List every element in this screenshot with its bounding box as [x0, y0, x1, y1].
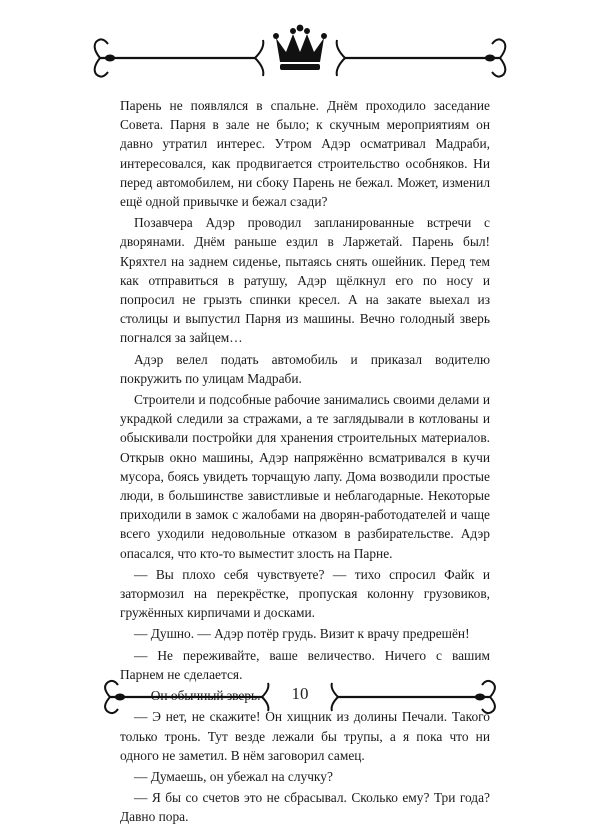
top-ornament — [0, 0, 600, 90]
paragraph: — Он обычный зверь. — [134, 688, 261, 704]
paragraph: — Э нет, не скажите! Он хищник из долины Печали. Такого только тронь. Тут везде лежали бы трупы, а я пока что ни одного не заметил. В нём заговорил самец. — [120, 709, 490, 763]
left-flourish-icon — [95, 39, 264, 76]
page-number: 10 — [291, 684, 309, 703]
paragraph: — Вы плохо себя чувствуете? — тихо спросил Файк и затормозил на перекрёстке, пропуская колонну грузовиков, гружённых кирпичами и досками. — [120, 566, 490, 621]
paragraph: — Не переживайте, ваше величество. Ничего с вашим Парнем не сделается. — [120, 647, 490, 682]
paragraph: Парень не появлялся в спальне. Днём проходило заседание Совета. Парня в зале не было; к скучным мероприятиям он давно утратил интерес. Утром Адэр осматривал Мадраби, интересовался, как продвигается строительство особняков. Ни перед автомобилем, ни сбоку Парень не бежал. Может, изменил ещё одной привычке и бежал сзади? — [120, 98, 490, 210]
crown-icon — [273, 25, 327, 70]
paragraph: — Душно. — Адэр потёр грудь. Визит к врачу предрешён! — [134, 626, 470, 642]
paragraph: — Думаешь, он убежал на случку? — [134, 768, 333, 784]
paragraph: Адэр велел подать автомобиль и приказал водителю покружить по улицам Мадраби. — [120, 351, 490, 386]
paragraph: — Я бы со счетов это не сбрасывал. Сколько ему? Три года? Давно пора. — [120, 790, 490, 825]
paragraph: Позавчера Адэр проводил запланированные встречи с дворянами. Днём раньше ездил в Ларжетай. Парень был! Кряхтел на заднем сиденье, пытаясь снять ошейник. Перед тем как отправиться в ратушу, Адэр щёлкнул его по носу и попросил не грызть спинки кресел. А на закате выехал из столицы и выпустил Парня из машины. Вечно голодный зверь погнался за зайцем… — [120, 215, 490, 346]
right-flourish-icon — [337, 39, 506, 76]
paragraph: Строители и подсобные рабочие занимались своими делами и украдкой следили за стражами, а те заглядывали в котлованы и обыскивали постройки для хранения строительных материалов. Открыв окно машины, Адэр напряжённо всматривался в кучи мусора, боясь увидеть торчащую лапу. Дома возводили простые люди, в большинстве завистливые и неблагодарные. Некоторые приходили в замок с жалобами на дворян-работодателей и чаще всего уходили недовольные отказом в разбирательстве. Адэр опасался, что кто-то выместит злость на Парне. — [120, 392, 490, 561]
